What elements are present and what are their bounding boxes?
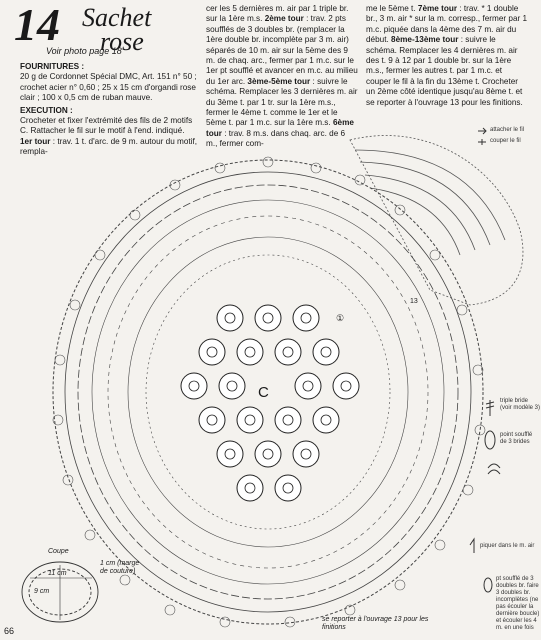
col3-text-2: : trav. * 1 double br., 3 m. air * sur la m. corresp., fermer par 1 m.c. piquée dans la 4ème des 7 m. air du début. [366,4,528,45]
execution-heading: EXECUTION : [20,105,73,115]
legend-cut: couper le fil [490,138,521,144]
tour7-label: 7ème tour [417,4,458,13]
coupe-height: 9 cm [34,588,50,595]
pattern-number: 14 [14,0,60,50]
tour813-label: 8ème-13ème tour [391,35,459,45]
legend-triple: triple bride (voir modèle 3) [500,398,541,411]
center-label: C [258,384,269,401]
marker-round-1: ① [336,313,345,323]
footnote: se reporter à l'ouvrage 13 pour les finitions [322,616,429,631]
marker-round-13: 13 [410,298,418,305]
column-1 [20,62,198,158]
execution-text [20,116,198,158]
col2-text-3: : suivre le schéma. Remplacer les 3 dernières m. air du 3ème t. par 1 tr. sur la 1ère m.s., fermer le 4ème t. comme le 1er et le 5ème t. par 1 m.c. sur la 1ère m.s. [206,76,358,128]
title-line-1: Sachet [82,3,152,32]
column-2 [206,4,358,150]
legend-point: point soufflé de 3 brides [500,432,533,445]
coupe-label: Coupe [48,548,69,555]
title-line-2: rose [100,27,144,56]
fan-extension [350,136,523,305]
edge-picots [53,157,485,627]
legend-attach: attacher le fil [490,127,525,133]
coupe-margin: 1 cm (marge de couture) [100,560,140,575]
tour2-label: 2ème tour [264,14,304,24]
column-3 [366,4,528,108]
col2-text-4: : trav. 8 m.s. dans chaq. arc. de 6 m., fermer com- [206,128,346,149]
legend-symbols [470,128,500,592]
page-number: 66 [4,626,15,636]
legend-piquer: piquer dans le m. air [480,543,535,549]
legend-puff: pt soufflé de 3 doubles br. faire 3 doubles br. incomplètes (ne pas écouler la dernière boucle) et écouler les 4 m. en une fois [496,576,540,631]
central-motif [181,305,359,501]
fournitures-heading: FOURNITURES : [20,62,85,71]
col2-text-1: cer les 5 dernières m. air par 1 triple br. sur la 1ère m.s. [206,4,349,24]
coupe-width: 11 cm [48,570,67,577]
execution-text-1: Crocheter et fixer l'extrémité des fils de 2 motifs C. Rattacher le fil sur le motif à l'end. indiqué. [20,116,193,136]
col3-text-3: : suivre le schéma. Remplacer les 4 dernières m. air des t. 9 à 12 par 1 double br. sur la 1ère m.s., fermer les autres t. par 1 m.c. et couper le fil à la fin du 13ème t. Crocheter un 2ème côté identique jusqu'au 8ème t. et se reporter à l'ouvrage 13 pour les finitions. [366,35,523,107]
fournitures-text: 20 g de Cordonnet Spécial DMC, Art. 151 n° 50 ; crochet acier n° 0,60 ; 25 x 15 cm d'organdi rose clair ; 100 x 0,5 cm de ruban mauve. [20,72,197,103]
tour1-label: 1er tour [20,136,51,146]
col2-text-2: : trav. 2 pts soufflés de 3 doubles br. (remplacer la 1ère double br. incomplète par 3 m. air) séparés de 10 m. air sur la 5ème des 9 m. de chaq. arc., fermer par 1 m.c. sur le 1er pt soufflé et avancer en m.c. au milieu du 1er arc. [206,14,358,86]
tour35-label: 3ème-5ème tour [247,76,311,86]
see-photo-note: Voir photo page 18 [46,46,122,56]
tour6-label: 6ème tour [206,118,354,138]
col3-text-1: me le 5ème t. [366,4,416,13]
execution-text-2: : trav. 1 t. d'arc. de 9 m. autour du motif, rempla- [20,136,198,157]
